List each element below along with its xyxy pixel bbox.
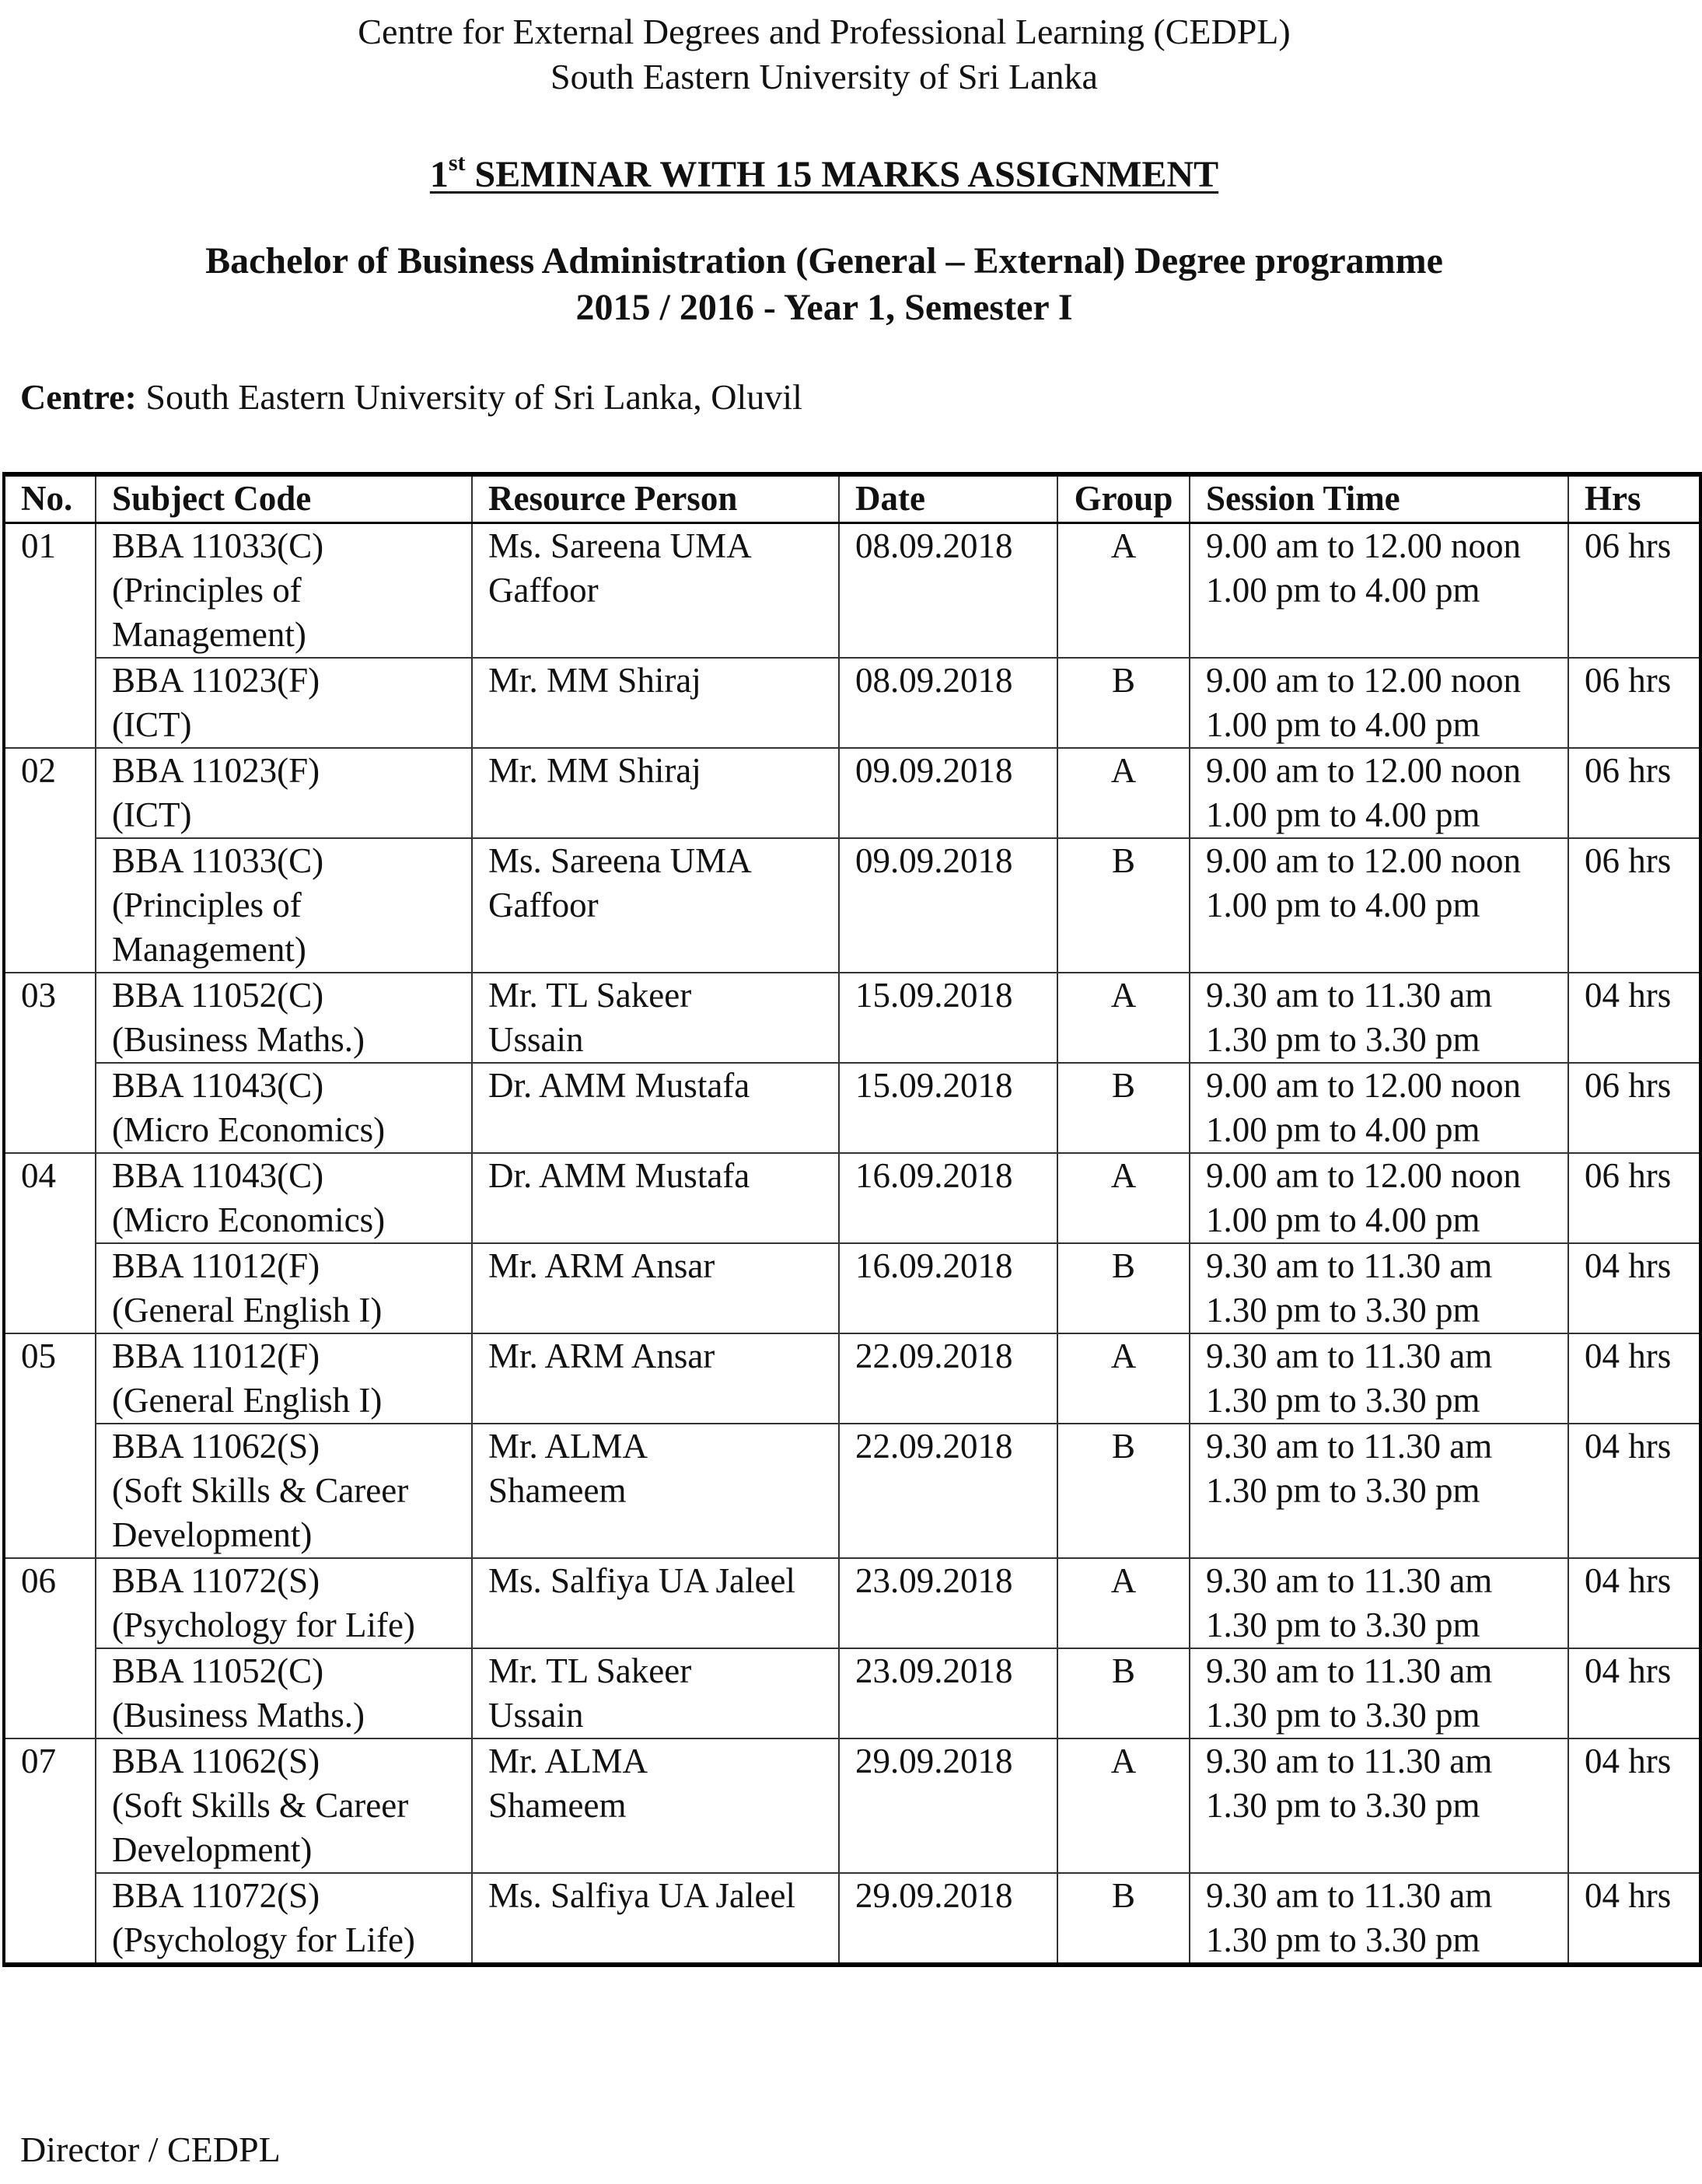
cell-group: B	[1057, 1063, 1190, 1153]
cell-group: A	[1057, 973, 1190, 1063]
cell-session-time-line: 9.30 am to 11.30 am	[1206, 1337, 1493, 1375]
cell-resource-person	[472, 1063, 839, 1153]
cell-hrs: 04 hrs	[1568, 1648, 1701, 1738]
cell-subject-code-line: (Micro Economics)	[112, 1200, 386, 1239]
cell-session-time-line: 1.30 pm to 3.30 pm	[1206, 1381, 1480, 1420]
table-row	[4, 838, 1701, 973]
cell-session-time-line: 1.00 pm to 4.00 pm	[1206, 1110, 1480, 1149]
cell-resource-person-line: Mr. ARM Ansar	[488, 1246, 715, 1285]
cell-subject-code	[96, 1558, 472, 1648]
cell-no: 05	[4, 1333, 96, 1558]
cell-group: B	[1057, 1424, 1190, 1558]
cell-resource-person-line: Mr. TL Sakeer	[488, 1651, 692, 1690]
cell-subject-code-line: (ICT)	[112, 795, 192, 834]
cell-date: 16.09.2018	[839, 1243, 1057, 1333]
cell-resource-person-line: Mr. MM Shiraj	[488, 661, 701, 700]
cell-resource-person-line: Mr. ALMA	[488, 1427, 648, 1466]
cell-resource-person	[472, 1873, 839, 1965]
cell-subject-code	[96, 1873, 472, 1965]
cell-hrs: 04 hrs	[1568, 1873, 1701, 1965]
cell-date: 29.09.2018	[839, 1738, 1057, 1873]
cell-session-time	[1190, 1558, 1568, 1648]
cell-subject-code-line: Management)	[112, 615, 306, 654]
cell-session-time-line: 9.30 am to 11.30 am	[1206, 1246, 1493, 1285]
cell-resource-person-line: Shameem	[488, 1471, 627, 1510]
cell-date: 22.09.2018	[839, 1424, 1057, 1558]
cell-resource-person	[472, 1333, 839, 1424]
cell-session-time	[1190, 523, 1568, 659]
cell-hrs: 04 hrs	[1568, 1424, 1701, 1558]
cell-resource-person-line: Ms. Salfiya UA Jaleel	[488, 1561, 795, 1600]
col-header-subject-code: Subject Code	[96, 474, 472, 523]
cell-subject-code-line: BBA 11043(C)	[112, 1156, 324, 1195]
cell-hrs: 04 hrs	[1568, 1333, 1701, 1424]
cell-date: 15.09.2018	[839, 1063, 1057, 1153]
cell-subject-code-line: BBA 11012(F)	[112, 1337, 320, 1375]
cell-hrs: 06 hrs	[1568, 658, 1701, 748]
cell-session-time-line: 9.00 am to 12.00 noon	[1206, 841, 1521, 880]
table-row	[4, 658, 1701, 748]
cell-resource-person	[472, 1153, 839, 1243]
university-name: South Eastern University of Sri Lanka	[550, 57, 1098, 96]
cell-no: 03	[4, 973, 96, 1153]
table-row	[4, 1063, 1701, 1153]
cell-resource-person	[472, 523, 839, 659]
cell-subject-code	[96, 1738, 472, 1873]
cell-subject-code-line: (Soft Skills & Career	[112, 1786, 409, 1825]
cell-subject-code-line: (Soft Skills & Career	[112, 1471, 409, 1510]
cell-no: 04	[4, 1153, 96, 1333]
cell-group: A	[1057, 1558, 1190, 1648]
cell-resource-person	[472, 838, 839, 973]
cell-subject-code	[96, 973, 472, 1063]
cell-subject-code-line: BBA 11062(S)	[112, 1427, 320, 1466]
cell-subject-code-line: (Psychology for Life)	[112, 1920, 415, 1959]
cell-no: 02	[4, 748, 96, 973]
seminar-title-text	[429, 150, 1219, 195]
cell-date: 08.09.2018	[839, 658, 1057, 748]
cell-session-time-line: 1.30 pm to 3.30 pm	[1206, 1920, 1480, 1959]
cell-hrs: 04 hrs	[1568, 973, 1701, 1063]
cell-session-time-line: 1.00 pm to 4.00 pm	[1206, 886, 1480, 924]
cell-hrs: 04 hrs	[1568, 1738, 1701, 1873]
cell-subject-code	[96, 1648, 472, 1738]
cell-date: 16.09.2018	[839, 1153, 1057, 1243]
cell-subject-code-line: (Principles of	[112, 886, 302, 924]
cell-resource-person	[472, 748, 839, 838]
cell-session-time-line: 9.00 am to 12.00 noon	[1206, 751, 1521, 790]
cell-resource-person-line: Mr. ARM Ansar	[488, 1337, 715, 1375]
cell-hrs: 06 hrs	[1568, 523, 1701, 659]
cell-group: A	[1057, 1333, 1190, 1424]
cell-no: 01	[4, 523, 96, 749]
cell-session-time	[1190, 748, 1568, 838]
cell-resource-person	[472, 1738, 839, 1873]
programme-year-semester: 2015 / 2016 - Year 1, Semester I	[575, 287, 1073, 328]
cell-session-time-line: 1.30 pm to 3.30 pm	[1206, 1291, 1480, 1330]
cell-subject-code-line: BBA 11072(S)	[112, 1561, 320, 1600]
cell-group: B	[1057, 658, 1190, 748]
table-row	[4, 1153, 1701, 1243]
col-header-group: Group	[1057, 474, 1190, 523]
cell-subject-code-line: BBA 11033(C)	[112, 841, 324, 880]
col-header-session-time: Session Time	[1190, 474, 1568, 523]
cell-subject-code-line: Management)	[112, 930, 306, 969]
centre-value: South Eastern University of Sri Lanka, Oluvil	[145, 377, 802, 417]
cell-hrs: 06 hrs	[1568, 1063, 1701, 1153]
cell-subject-code-line: BBA 11052(C)	[112, 976, 324, 1015]
cell-session-time	[1190, 973, 1568, 1063]
cell-group: A	[1057, 748, 1190, 838]
cell-date: 29.09.2018	[839, 1873, 1057, 1965]
cell-group: B	[1057, 838, 1190, 973]
cell-resource-person-line: Shameem	[488, 1786, 627, 1825]
seminar-title	[0, 144, 1648, 197]
cell-group: B	[1057, 1243, 1190, 1333]
centre-line	[20, 375, 802, 420]
cell-no: 06	[4, 1558, 96, 1738]
cell-session-time-line: 1.00 pm to 4.00 pm	[1206, 795, 1480, 834]
cell-session-time-line: 1.30 pm to 3.30 pm	[1206, 1471, 1480, 1510]
cell-session-time-line: 1.30 pm to 3.30 pm	[1206, 1020, 1480, 1059]
cell-session-time	[1190, 1153, 1568, 1243]
institution-name: Centre for External Degrees and Professional Learning (CEDPL)	[358, 12, 1291, 51]
cell-subject-code-line: BBA 11023(F)	[112, 751, 320, 790]
table-row	[4, 1873, 1701, 1965]
cell-resource-person-line: Mr. MM Shiraj	[488, 751, 701, 790]
table-row	[4, 1558, 1701, 1648]
cell-resource-person	[472, 1243, 839, 1333]
cell-subject-code	[96, 1063, 472, 1153]
col-header-resource-person: Resource Person	[472, 474, 839, 523]
cell-session-time-line: 9.00 am to 12.00 noon	[1206, 1066, 1521, 1105]
cell-session-time	[1190, 1243, 1568, 1333]
cell-subject-code	[96, 1153, 472, 1243]
cell-session-time-line: 9.30 am to 11.30 am	[1206, 1427, 1493, 1466]
cell-group: A	[1057, 523, 1190, 659]
cell-session-time	[1190, 1063, 1568, 1153]
seminar-number: 1	[429, 154, 449, 195]
seminar-schedule-table	[2, 472, 1702, 1967]
cell-subject-code-line: Development)	[112, 1515, 313, 1554]
cell-session-time-line: 9.00 am to 12.00 noon	[1206, 661, 1521, 700]
cell-group: B	[1057, 1648, 1190, 1738]
cell-session-time-line: 9.30 am to 11.30 am	[1206, 1561, 1493, 1600]
table-row	[4, 1243, 1701, 1333]
programme-title: Bachelor of Business Administration (General – External) Degree programme	[205, 240, 1443, 281]
cell-resource-person-line: Mr. ALMA	[488, 1742, 648, 1780]
cell-group: B	[1057, 1873, 1190, 1965]
cell-group: A	[1057, 1738, 1190, 1873]
cell-subject-code-line: (Business Maths.)	[112, 1696, 365, 1735]
cell-subject-code-line: (General English I)	[112, 1291, 383, 1330]
cell-resource-person-line: Ussain	[488, 1696, 584, 1735]
cell-session-time-line: 1.00 pm to 4.00 pm	[1206, 1200, 1480, 1239]
cell-subject-code-line: BBA 11052(C)	[112, 1651, 324, 1690]
cell-no: 07	[4, 1738, 96, 1965]
cell-date: 23.09.2018	[839, 1558, 1057, 1648]
cell-resource-person-line: Ms. Sareena UMA	[488, 841, 752, 880]
cell-session-time-line: 9.30 am to 11.30 am	[1206, 1876, 1493, 1915]
cell-resource-person	[472, 1648, 839, 1738]
cell-group: A	[1057, 1153, 1190, 1243]
cell-session-time-line: 1.30 pm to 3.30 pm	[1206, 1786, 1480, 1825]
cell-subject-code-line: (General English I)	[112, 1381, 383, 1420]
table-body	[4, 523, 1701, 1966]
table-row	[4, 1738, 1701, 1873]
cell-resource-person-line: Gaffoor	[488, 886, 599, 924]
cell-resource-person	[472, 1558, 839, 1648]
cell-date: 08.09.2018	[839, 523, 1057, 659]
table-header-row	[4, 474, 1701, 523]
cell-session-time	[1190, 838, 1568, 973]
seminar-ordinal-suffix: st	[448, 150, 466, 176]
cell-resource-person-line: Dr. AMM Mustafa	[488, 1156, 750, 1195]
cell-hrs: 06 hrs	[1568, 748, 1701, 838]
cell-subject-code	[96, 1243, 472, 1333]
centre-label: Centre:	[20, 377, 137, 417]
col-header-date: Date	[839, 474, 1057, 523]
cell-session-time-line: 1.00 pm to 4.00 pm	[1206, 571, 1480, 610]
cell-date: 22.09.2018	[839, 1333, 1057, 1424]
cell-subject-code-line: Development)	[112, 1830, 313, 1869]
cell-session-time-line: 1.30 pm to 3.30 pm	[1206, 1606, 1480, 1644]
cell-resource-person-line: Ms. Salfiya UA Jaleel	[488, 1876, 795, 1915]
cell-session-time-line: 1.00 pm to 4.00 pm	[1206, 705, 1480, 744]
cell-hrs: 04 hrs	[1568, 1558, 1701, 1648]
cell-resource-person	[472, 973, 839, 1063]
cell-subject-code-line: BBA 11043(C)	[112, 1066, 324, 1105]
cell-subject-code-line: BBA 11062(S)	[112, 1742, 320, 1780]
table-row	[4, 1648, 1701, 1738]
cell-session-time-line: 9.30 am to 11.30 am	[1206, 1742, 1493, 1780]
cell-subject-code	[96, 748, 472, 838]
cell-hrs: 06 hrs	[1568, 838, 1701, 973]
cell-session-time	[1190, 1873, 1568, 1965]
cell-subject-code-line: (ICT)	[112, 705, 192, 744]
cell-session-time-line: 9.00 am to 12.00 noon	[1206, 526, 1521, 565]
col-header-no: No.	[4, 474, 96, 523]
cell-subject-code	[96, 1333, 472, 1424]
cell-resource-person-line: Mr. TL Sakeer	[488, 976, 692, 1015]
cell-session-time-line: 1.30 pm to 3.30 pm	[1206, 1696, 1480, 1735]
cell-subject-code-line: (Business Maths.)	[112, 1020, 365, 1059]
cell-resource-person-line: Gaffoor	[488, 571, 599, 610]
cell-subject-code-line: BBA 11072(S)	[112, 1876, 320, 1915]
cell-session-time	[1190, 1333, 1568, 1424]
cell-session-time	[1190, 1424, 1568, 1558]
cell-session-time-line: 9.30 am to 11.30 am	[1206, 1651, 1493, 1690]
cell-date: 15.09.2018	[839, 973, 1057, 1063]
seminar-title-rest: SEMINAR WITH 15 MARKS ASSIGNMENT	[474, 154, 1219, 195]
cell-resource-person-line: Ms. Sareena UMA	[488, 526, 752, 565]
cell-subject-code	[96, 838, 472, 973]
cell-date: 23.09.2018	[839, 1648, 1057, 1738]
cell-subject-code-line: BBA 11023(F)	[112, 661, 320, 700]
table-row	[4, 523, 1701, 659]
cell-date: 09.09.2018	[839, 748, 1057, 838]
cell-session-time	[1190, 658, 1568, 748]
cell-date: 09.09.2018	[839, 838, 1057, 973]
signature-line: Director / CEDPL	[20, 2130, 281, 2169]
cell-subject-code	[96, 1424, 472, 1558]
cell-subject-code-line: BBA 11012(F)	[112, 1246, 320, 1285]
cell-session-time-line: 9.30 am to 11.30 am	[1206, 976, 1493, 1015]
table-row	[4, 748, 1701, 838]
cell-subject-code-line: (Micro Economics)	[112, 1110, 386, 1149]
table-row	[4, 1333, 1701, 1424]
cell-session-time-line: 9.00 am to 12.00 noon	[1206, 1156, 1521, 1195]
cell-resource-person	[472, 1424, 839, 1558]
cell-session-time	[1190, 1738, 1568, 1873]
cell-subject-code	[96, 523, 472, 659]
cell-resource-person-line: Dr. AMM Mustafa	[488, 1066, 750, 1105]
cell-resource-person-line: Ussain	[488, 1020, 584, 1059]
cell-resource-person	[472, 658, 839, 748]
cell-subject-code-line: (Principles of	[112, 571, 302, 610]
cell-session-time	[1190, 1648, 1568, 1738]
col-header-hrs: Hrs	[1568, 474, 1701, 523]
cell-hrs: 04 hrs	[1568, 1243, 1701, 1333]
cell-subject-code	[96, 658, 472, 748]
cell-subject-code-line: BBA 11033(C)	[112, 526, 324, 565]
cell-hrs: 06 hrs	[1568, 1153, 1701, 1243]
table-row	[4, 1424, 1701, 1558]
table-row	[4, 973, 1701, 1063]
cell-subject-code-line: (Psychology for Life)	[112, 1606, 415, 1644]
